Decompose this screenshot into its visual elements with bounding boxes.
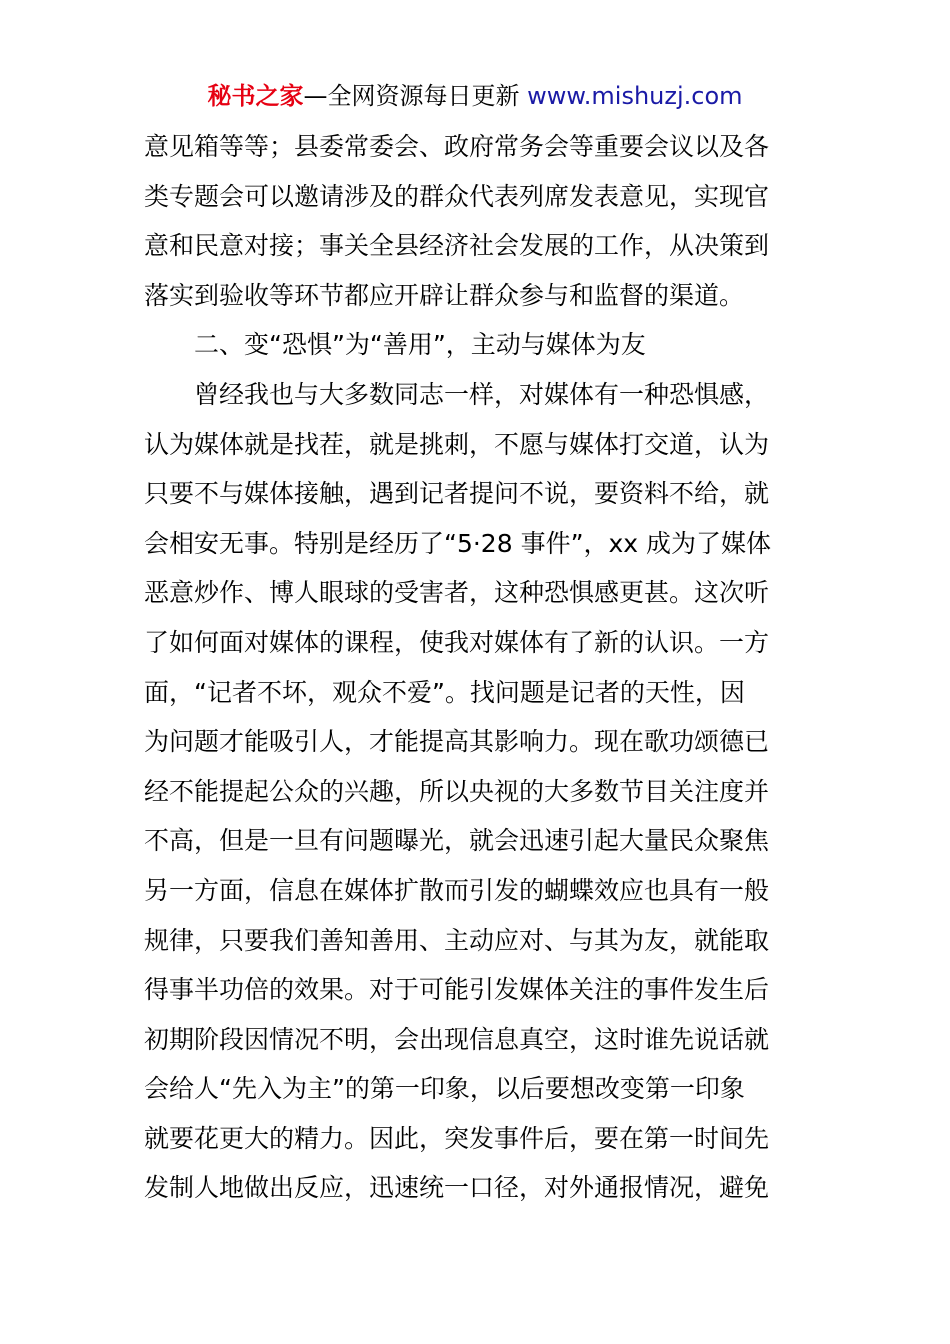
text-line: 意和民意对接；事关全县经济社会发展的工作，从决策到 — [144, 231, 770, 261]
text-line: 落实到验收等环节都应开辟让群众参与和监督的渠道。 — [144, 280, 745, 310]
text-line: 会给人“先入为主”的第一印象，以后要想改变第一印象 — [144, 1074, 745, 1104]
text-line: 规律，只要我们善知善用、主动应对、与其为友，就能取 — [144, 925, 770, 955]
text-line: 得事半功倍的效果。对于可能引发媒体关注的事件发生后 — [144, 975, 770, 1005]
text-line: 经不能提起公众的兴趣，所以央视的大多数节目关注度并 — [144, 776, 770, 806]
text-line: 了如何面对媒体的课程，使我对媒体有了新的认识。一方 — [144, 627, 770, 657]
header-url-link[interactable]: www.mishuzj.com — [527, 82, 743, 110]
text-line: 会相安无事。特别是经历了“5·28 事件”，xx 成为了媒体 — [144, 528, 772, 558]
text-line: 不高，但是一旦有问题曝光，就会迅速引起大量民众聚焦 — [144, 826, 770, 856]
text-line: 曾经我也与大多数同志一样，对媒体有一种恐惧感， — [194, 379, 770, 409]
text-line: 为问题才能吸引人，才能提高其影响力。现在歌功颂德已 — [144, 727, 770, 757]
text-line: 类专题会可以邀请涉及的群众代表列席发表意见，实现官 — [144, 181, 770, 211]
text-line: 发制人地做出反应，迅速统一口径，对外通报情况，避免 — [144, 1173, 770, 1203]
text-line: 面，“记者不坏，观众不爱”。找问题是记者的天性，因 — [144, 677, 745, 707]
text-line: 另一方面，信息在媒体扩散而引发的蝴蝶效应也具有一般 — [144, 875, 770, 905]
text-line: 认为媒体就是找茬，就是挑刺，不愿与媒体打交道，认为 — [144, 429, 770, 459]
text-line: 意见箱等等；县委常委会、政府常务会等重要会议以及各 — [144, 132, 770, 161]
body-text — [144, 122, 814, 1213]
text-line: 只要不与媒体接触，遇到记者提问不说，要资料不给，就 — [144, 479, 770, 509]
section-heading: 二、变“恐惧”为“善用”，主动与媒体为友 — [194, 330, 646, 360]
text-line: 就要花更大的精力。因此，突发事件后，要在第一时间先 — [144, 1123, 770, 1153]
text-line: 恶意炒作、博人眼球的受害者，这种恐惧感更甚。这次听 — [144, 578, 770, 608]
header-tagline: —全网资源每日更新 — [303, 82, 528, 110]
page-header — [0, 80, 950, 112]
header-brand: 秘书之家 — [207, 82, 304, 110]
text-line: 初期阶段因情况不明，会出现信息真空，这时谁先说话就 — [144, 1024, 770, 1054]
